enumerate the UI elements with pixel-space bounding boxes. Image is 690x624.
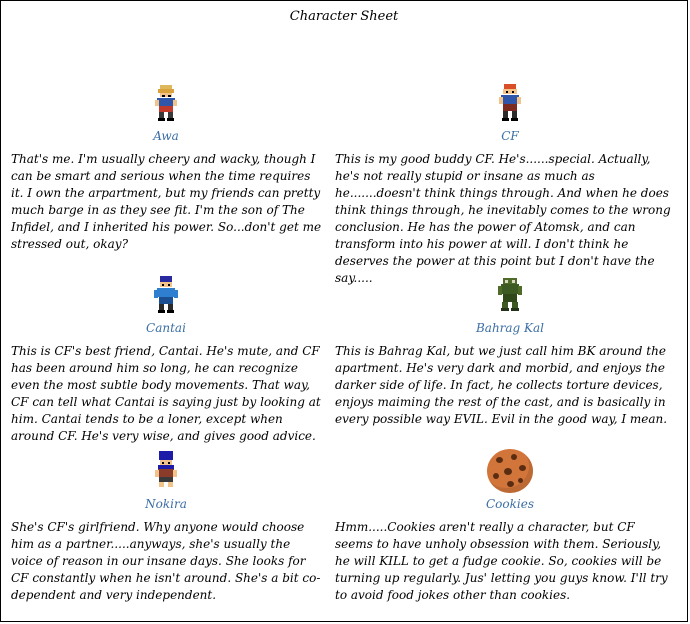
character-card-cookies bbox=[331, 449, 688, 604]
portrait-cf bbox=[331, 81, 688, 127]
awa-sprite bbox=[151, 81, 181, 121]
character-card-cf bbox=[331, 81, 688, 287]
cf-sprite bbox=[495, 81, 525, 121]
character-name: Cookies bbox=[486, 497, 534, 511]
character-name: CF bbox=[501, 129, 519, 143]
nokira-sprite bbox=[151, 449, 181, 489]
page-title: Character Sheet bbox=[289, 9, 399, 24]
portrait-bahrag-kal bbox=[331, 273, 688, 319]
portrait-nokira bbox=[1, 449, 331, 495]
character-description: This is Bahrag Kal, but we just call him BK around the apartment. He's very dark and morbid, and enjoys the darker side of life. In fact, he collects torture devices, enjoys maiming the rest of the cast, and is basically in every possible way EVIL. Evil in the good way, I mean. bbox=[335, 344, 668, 426]
cookie-icon bbox=[487, 449, 533, 493]
character-name: Bahrag Kal bbox=[475, 321, 545, 335]
bahrag-kal-sprite bbox=[495, 273, 525, 313]
character-card-nokira bbox=[1, 449, 331, 604]
character-description: Hmm.....Cookies aren't really a character, but CF seems to have unholy obsession with them. Seriously, he will KILL to get a fudge cookie. So, cookies will be turning up regularly. Jus' letting you guys know. I'll try to avoid food jokes other than cookies. bbox=[335, 520, 668, 602]
character-description: This is CF's best friend, Cantai. He's mute, and CF has been around him so long, he can recognize even the most subtle body movements. That way, CF can tell what Cantai is saying just by looking at him. Cantai tends to be a loner, except when around CF. He's very wise, and gives good advice. bbox=[11, 344, 321, 443]
character-name: Cantai bbox=[146, 321, 186, 335]
character-card-awa bbox=[1, 81, 331, 253]
portrait-cantai bbox=[1, 273, 331, 319]
character-name: Awa bbox=[153, 129, 179, 143]
character-description: This is my good buddy CF. He's......special. Actually, he's not really stupid or insane as much as he.......doesn't think things through. And when he does think things through, he inevitably comes to the wrong conclusion. He has the power of Atomsk, and can transform into his power at will. I don't think he deserves the power at this point but I don't have the say..... bbox=[335, 152, 671, 285]
character-description: She's CF's girlfriend. Why anyone would choose him as a partner.....anyways, she's usually the voice of reason in our insane days. She looks for CF constantly when he isn't around. She's a bit co-dependent and very independent. bbox=[11, 520, 321, 602]
character-name: Nokira bbox=[145, 497, 187, 511]
character-card-bahrag-kal bbox=[331, 273, 688, 428]
character-grid bbox=[1, 33, 688, 621]
portrait-awa bbox=[1, 81, 331, 127]
portrait-cookies bbox=[331, 449, 688, 495]
character-card-cantai bbox=[1, 273, 331, 445]
character-description: That's me. I'm usually cheery and wacky, though I can be smart and serious when the time requires it. I own the arpartment, but my friends can pretty much barge in as they see fit. I'm the son of The Infidel, and I inherited his power. So...don't get me stressed out, okay? bbox=[11, 152, 322, 251]
cantai-sprite bbox=[151, 273, 181, 313]
